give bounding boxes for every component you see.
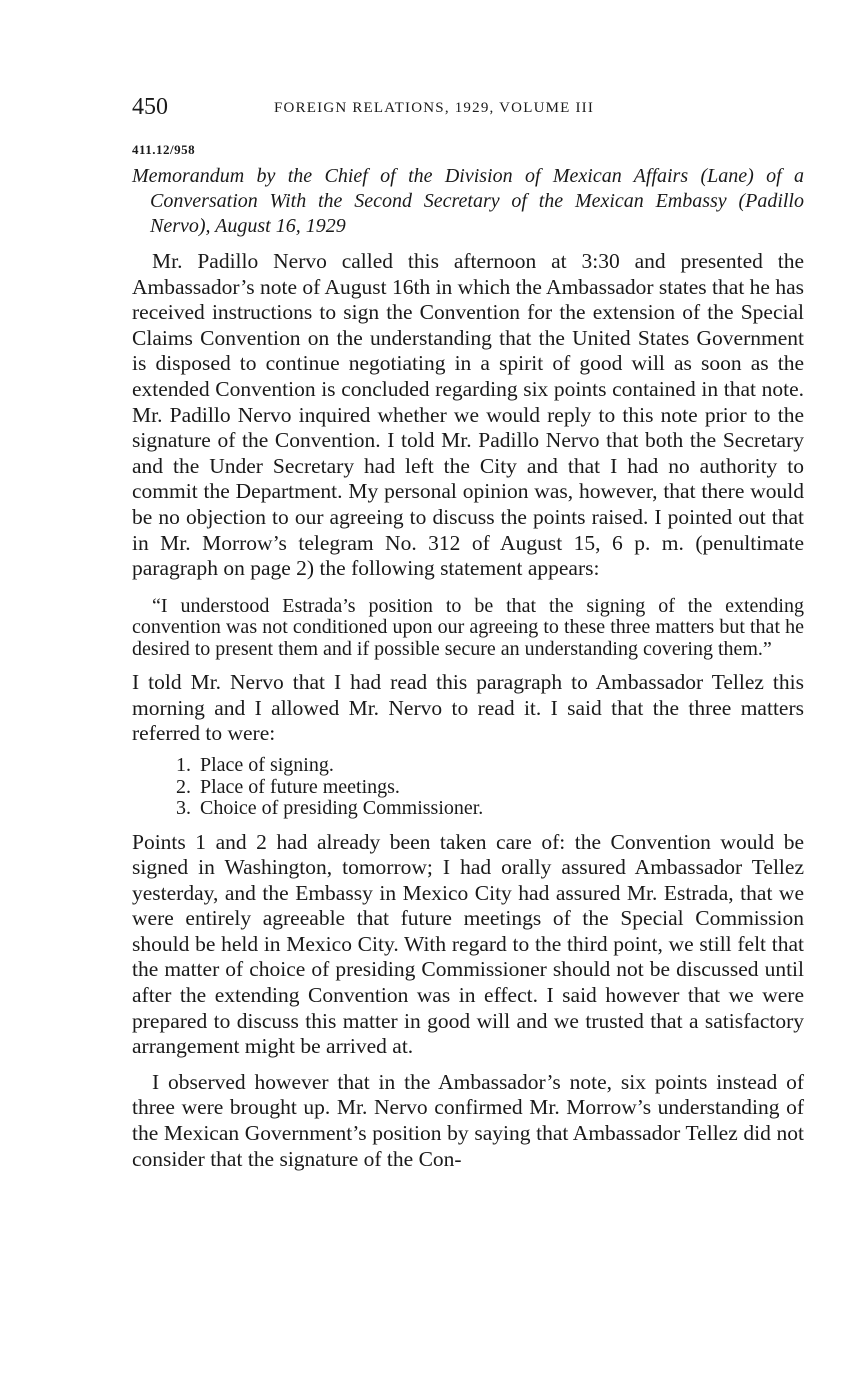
list-item-text: Choice of presiding Commissioner. xyxy=(200,797,484,819)
list-item-number: 2. xyxy=(176,775,191,798)
body-paragraph: I told Mr. Nervo that I had read this paragraph to Ambassador Tellez this morning and I allowed Mr. Nervo to read it. I said that the three matters referred to were: xyxy=(132,670,804,746)
file-number: 411.12/958 xyxy=(132,142,196,157)
list-item xyxy=(176,777,804,799)
body-paragraph: Mr. Padillo Nervo called this afternoon at 3:30 and presented the Ambassador’s note of August 16th in which the Ambassador states that he has received instructions to sign the Convention for the extension of the Special Claims Convention on the understanding that the United States Government is disposed to continue negotiating in a spirit of good will as soon as the extended Convention is concluded regarding six points contained in that note. Mr. Padillo Nervo inquired whether we would reply to this note prior to the signature of the Convention. I told Mr. Padillo Nervo that both the Secretary and the Under Secretary had left the City and that I had no authority to commit the Department. My personal opinion was, however, that there would be no objection to our agreeing to discuss the points raised. I pointed out that in Mr. Morrow’s telegram No. 312 of August 15, 6 p. m. (penultimate paragraph on page 2) the following statement appears: xyxy=(132,249,804,581)
matters-list xyxy=(176,755,804,820)
list-item-text: Place of future meetings. xyxy=(200,775,400,798)
list-item-number: 3. xyxy=(176,797,191,819)
running-head-title: FOREIGN RELATIONS, 1929, VOLUME III xyxy=(274,100,595,116)
body-paragraph: I observed however that in the Ambassador’s note, six points instead of three were brought up. Mr. Nervo confirmed Mr. Morrow’s understanding of the Mexican Government’s position by saying that Ambassador Tellez did not consider that the signature of the Con- xyxy=(132,1069,804,1171)
list-item xyxy=(176,798,804,820)
running-head xyxy=(132,94,804,124)
list-item xyxy=(176,755,804,777)
list-item-number: 1. xyxy=(176,754,191,776)
list-item-text: Place of signing. xyxy=(200,754,334,776)
body-paragraph: Points 1 and 2 had already been taken care of: the Convention would be signed in Washington, tomorrow; I had orally assured Ambassador Tellez yesterday, and the Embassy in Mexico City had assured Mr. Estrada, that we were entirely agreeable that future meetings of the Special Commission should be held in Mexico City. With regard to the third point, we still felt that the matter of choice of presiding Commissioner should not be discussed until after the extending Convention was in effect. I said however that we were prepared to discuss this matter in good will and we trusted that a satisfactory arrangement might be arrived at. xyxy=(132,829,804,1059)
document-title: Memorandum by the Chief of the Division of Mexican Affairs (Lane) of a Conversation With the Second Secretary of the Mexican Embassy (Padillo Nervo), August 16, 1929 xyxy=(132,165,804,237)
document-page xyxy=(132,94,804,1172)
page-number: 450 xyxy=(132,94,168,120)
block-quote: “I understood Estrada’s position to be that the signing of the extending convention was not conditioned upon our agreeing to these three matters but that he desired to present them and if possible secure an understanding covering them.” xyxy=(132,594,804,660)
